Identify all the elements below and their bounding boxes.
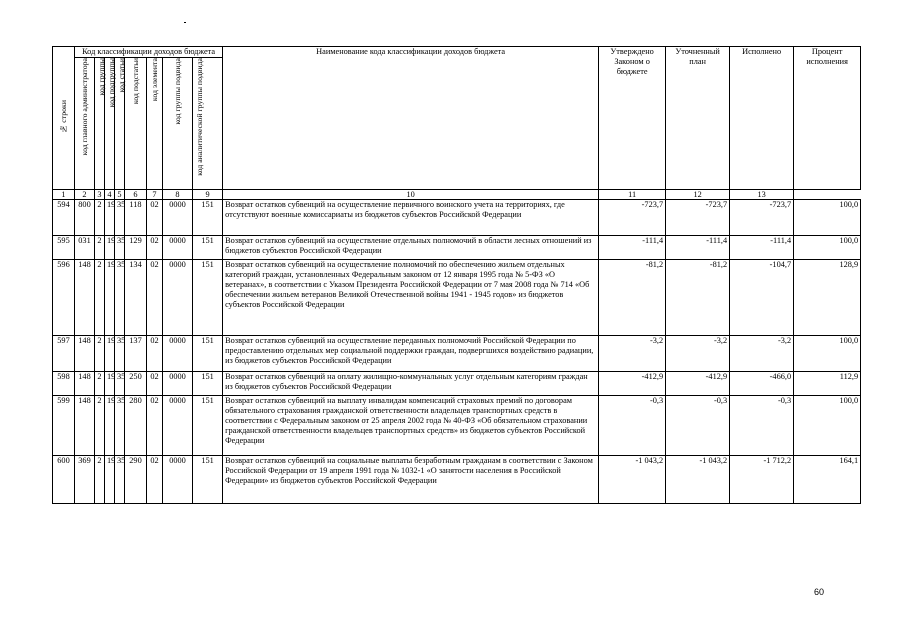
header-name: Наименование кода классификации доходов бюджета	[223, 47, 599, 190]
cell-elem: 02	[147, 200, 163, 236]
column-number: 13	[730, 190, 794, 200]
cell-art: 35	[115, 200, 125, 236]
cell-no: 595	[53, 236, 75, 260]
table-row	[53, 260, 861, 336]
cell-subtype: 0000	[163, 260, 193, 336]
header-admin-code: код главного администратора	[75, 58, 95, 190]
cell-name: Возврат остатков субвенций на выплату инвалидам компенсаций страховых премий по договорам обязательного страхования гражданской ответственности владельцев транспортных средств в соответствии с Федеральным законом от 25 апреля 2002 года № 40-ФЗ «Об обязательном страховании гражданской ответственности владельцев транспортных средств» из бюджетов субъектов Российской Федерации	[223, 396, 599, 456]
cell-subtype: 0000	[163, 236, 193, 260]
cell-executed: -3,2	[730, 336, 794, 372]
cell-approved: -412,9	[599, 372, 666, 396]
cell-subtype: 0000	[163, 456, 193, 504]
cell-percent: 100,0	[794, 200, 861, 236]
cell-subgrp: 19	[105, 372, 115, 396]
cell-approved: -1 043,2	[599, 456, 666, 504]
cell-anal: 151	[193, 372, 223, 396]
cell-subtype: 0000	[163, 396, 193, 456]
cell-anal: 151	[193, 336, 223, 372]
header-subgroup-code: код подгруппы	[105, 58, 115, 190]
column-number: 7	[147, 190, 163, 200]
cell-art: 35	[115, 260, 125, 336]
column-number: 6	[125, 190, 147, 200]
cell-approved: -111,4	[599, 236, 666, 260]
cell-approved: -0,3	[599, 396, 666, 456]
cell-name: Возврат остатков субвенций на оплату жилищно-коммунальных услуг отдельным категориям граждан из бюджетов субъектов Российской Федерации	[223, 372, 599, 396]
cell-anal: 151	[193, 260, 223, 336]
column-number: 3	[95, 190, 105, 200]
cell-name: Возврат остатков субвенций на осуществление отдельных полномочий в области лесных отношений из бюджетов субъектов Российской Федерации	[223, 236, 599, 260]
cell-subgrp: 19	[105, 200, 115, 236]
cell-name: Возврат остатков субвенций на осуществление первичного воинского учета на территориях, где отсутствуют военные комиссариаты из бюджетов субъектов Российской Федерации	[223, 200, 599, 236]
cell-no: 594	[53, 200, 75, 236]
header-percent: Процент исполнения	[794, 47, 861, 190]
header-subarticle-code: код подстатьи	[125, 58, 147, 190]
cell-subart: 250	[125, 372, 147, 396]
cell-no: 596	[53, 260, 75, 336]
cell-percent: 128,9	[794, 260, 861, 336]
cell-percent: 100,0	[794, 336, 861, 372]
table-row	[53, 236, 861, 260]
cell-name: Возврат остатков субвенций на осуществление полномочий по обеспечению жильем отдельных категорий граждан, установленных Федеральным законом от 12 января 1995 года № 5-ФЗ «О ветеранах», в соответствии с Указом Президента Российской Федерации от 7 мая 2008 года № 714 «Об обеспечении жильем ветеранов Великой Отечественной войны 1941 - 1945 годов» из бюджетов субъектов Российской Федерации	[223, 260, 599, 336]
cell-grp: 2	[95, 260, 105, 336]
cell-admin: 800	[75, 200, 95, 236]
table-row	[53, 336, 861, 372]
cell-percent: 100,0	[794, 396, 861, 456]
cell-admin: 148	[75, 260, 95, 336]
cell-subtype: 0000	[163, 372, 193, 396]
cell-no: 597	[53, 336, 75, 372]
cell-subart: 290	[125, 456, 147, 504]
table-row	[53, 372, 861, 396]
column-number: 12	[666, 190, 730, 200]
cell-art: 35	[115, 396, 125, 456]
cell-approved: -723,7	[599, 200, 666, 236]
table-row	[53, 396, 861, 456]
cell-art: 35	[115, 456, 125, 504]
table-row	[53, 456, 861, 504]
cell-revised: -0,3	[666, 396, 730, 456]
column-number: 2	[75, 190, 95, 200]
cell-admin: 031	[75, 236, 95, 260]
header-analytic-group-code: код аналитической группы подвида	[193, 58, 223, 190]
cell-subart: 118	[125, 200, 147, 236]
cell-subtype: 0000	[163, 336, 193, 372]
cell-admin: 148	[75, 336, 95, 372]
cell-subart: 134	[125, 260, 147, 336]
cell-executed: -111,4	[730, 236, 794, 260]
column-number: 5	[115, 190, 125, 200]
header-classification-group: Код классификации доходов бюджета	[75, 47, 223, 58]
cell-subtype: 0000	[163, 200, 193, 236]
cell-anal: 151	[193, 236, 223, 260]
cell-executed: -1 712,2	[730, 456, 794, 504]
cell-grp: 2	[95, 456, 105, 504]
cell-percent: 112,9	[794, 372, 861, 396]
cell-subart: 137	[125, 336, 147, 372]
cell-no: 600	[53, 456, 75, 504]
cell-executed: -466,0	[730, 372, 794, 396]
header-row-number: № строки	[53, 47, 75, 190]
cell-percent: 164,1	[794, 456, 861, 504]
scan-mark	[184, 22, 186, 23]
cell-subgrp: 19	[105, 236, 115, 260]
cell-revised: -723,7	[666, 200, 730, 236]
cell-subgrp: 19	[105, 396, 115, 456]
cell-anal: 151	[193, 200, 223, 236]
cell-art: 35	[115, 236, 125, 260]
cell-subgrp: 19	[105, 456, 115, 504]
cell-subart: 280	[125, 396, 147, 456]
cell-admin: 369	[75, 456, 95, 504]
header-approved: Утверждено Законом о бюджете	[599, 47, 666, 190]
cell-approved: -3,2	[599, 336, 666, 372]
cell-grp: 2	[95, 200, 105, 236]
cell-art: 35	[115, 372, 125, 396]
cell-approved: -81,2	[599, 260, 666, 336]
cell-revised: -81,2	[666, 260, 730, 336]
cell-elem: 02	[147, 396, 163, 456]
cell-revised: -412,9	[666, 372, 730, 396]
header-article-code: код статьи	[115, 58, 125, 190]
column-number-row	[53, 190, 861, 200]
cell-no: 598	[53, 372, 75, 396]
cell-executed: -104,7	[730, 260, 794, 336]
cell-subgrp: 19	[105, 336, 115, 372]
header-revised: Уточненный план	[666, 47, 730, 190]
cell-subgrp: 19	[105, 260, 115, 336]
column-number: 10	[223, 190, 599, 200]
cell-executed: -0,3	[730, 396, 794, 456]
header-group-code: код группы	[95, 58, 105, 190]
header-executed: Исполнено	[730, 47, 794, 190]
column-number: 8	[163, 190, 193, 200]
cell-grp: 2	[95, 372, 105, 396]
cell-anal: 151	[193, 456, 223, 504]
cell-revised: -1 043,2	[666, 456, 730, 504]
cell-elem: 02	[147, 456, 163, 504]
cell-art: 35	[115, 336, 125, 372]
cell-elem: 02	[147, 236, 163, 260]
cell-admin: 148	[75, 396, 95, 456]
header-element-code: код элемента	[147, 58, 163, 190]
cell-name: Возврат остатков субвенций на социальные выплаты безработным гражданам в соответствии с Законом Российской Федерации от 19 апреля 1991 года № 1032-1 «О занятости населения в Российской Федерации» из бюджетов субъектов Российской Федерации	[223, 456, 599, 504]
cell-anal: 151	[193, 396, 223, 456]
column-number: 11	[599, 190, 666, 200]
page-number: 60	[814, 587, 825, 597]
cell-subart: 129	[125, 236, 147, 260]
header-subtype-group-code: код группы подвида	[163, 58, 193, 190]
cell-revised: -111,4	[666, 236, 730, 260]
column-number: 9	[193, 190, 223, 200]
cell-elem: 02	[147, 336, 163, 372]
cell-admin: 148	[75, 372, 95, 396]
cell-grp: 2	[95, 396, 105, 456]
cell-executed: -723,7	[730, 200, 794, 236]
cell-grp: 2	[95, 336, 105, 372]
cell-elem: 02	[147, 372, 163, 396]
cell-grp: 2	[95, 236, 105, 260]
cell-name: Возврат остатков субвенций на осуществление переданных полномочий Российской Федерации по предоставлению отдельных мер социальной поддержки граждан, подвергшихся воздействию радиации, из бюджетов субъектов Российской Федерации	[223, 336, 599, 372]
column-number: 4	[105, 190, 115, 200]
column-number: 1	[53, 190, 75, 200]
cell-percent: 100,0	[794, 236, 861, 260]
budget-income-table	[52, 46, 861, 504]
cell-elem: 02	[147, 260, 163, 336]
table-row	[53, 200, 861, 236]
cell-revised: -3,2	[666, 336, 730, 372]
cell-no: 599	[53, 396, 75, 456]
